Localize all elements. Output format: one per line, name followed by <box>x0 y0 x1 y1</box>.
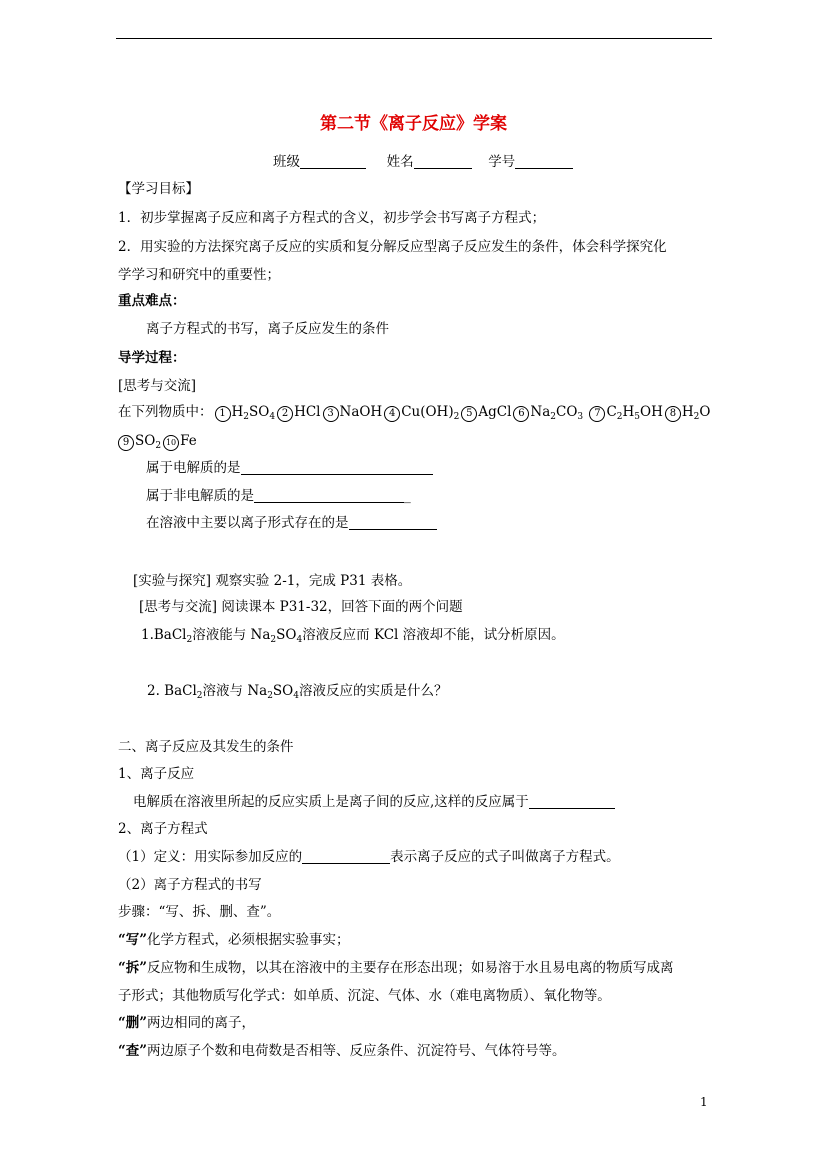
name-label: 姓名 <box>386 154 414 170</box>
electrolyte-blank[interactable] <box>241 460 433 475</box>
id-label: 学号 <box>488 154 516 170</box>
non-electrolyte-blank[interactable] <box>254 488 404 503</box>
substance-list-line1 <box>118 403 710 422</box>
substance-2: HCl <box>294 404 321 420</box>
electrolyte-label: 属于电解质的是 <box>146 460 241 476</box>
section-2-heading: 二、离子反应及其发生的条件 <box>118 739 294 755</box>
circled-number-4: 4 <box>384 406 400 422</box>
substance-5: AgCl <box>478 404 512 420</box>
circled-number-6: 6 <box>513 406 529 422</box>
objective-1: 1．初步掌握离子反应和离子方程式的含义，初步学会书写离子方程式； <box>118 210 546 226</box>
circled-number-2: 2 <box>277 406 293 422</box>
substance-intro: 在下列物质中： <box>118 404 213 420</box>
ionic-reaction-definition <box>133 793 615 811</box>
substance-list-line2 <box>118 432 197 451</box>
objective-2-line2: 学学习和研究中的重要性； <box>118 267 280 283</box>
think-exchange-2: [思考与交流] 阅读课本 P31-32，回答下面的两个问题 <box>139 599 463 615</box>
question-2: 2. BaCl$_2$溶液与 $Na_2SO_4$溶液反应的实质是什么？ <box>147 683 448 701</box>
step-split-line1: “拆”反应物和生成物，以其在溶液中的主要存在形态出现；如易溶于水且易电离的物质写成离 <box>118 960 674 976</box>
key-points-heading: 重点难点： <box>118 293 186 309</box>
substance-3: NaOH <box>339 404 383 420</box>
circled-number-8: 8 <box>665 406 681 422</box>
step-delete: “删”两边相同的离子， <box>118 1015 256 1031</box>
circled-number-7: 7 <box>589 406 605 422</box>
name-blank[interactable] <box>414 154 472 169</box>
circled-number-5: 5 <box>461 406 477 422</box>
think-exchange-heading: [思考与交流] <box>118 378 197 394</box>
id-blank[interactable] <box>515 154 573 169</box>
substance-8: $H_2O$ <box>681 404 711 422</box>
objective-2-line1: 2．用实验的方法探究离子反应的实质和复分解反应型离子反应发生的条件，体会科学探究化 <box>118 239 667 255</box>
step-write: “写”化学方程式，必须根据实验事实； <box>118 932 350 948</box>
header-rule <box>116 38 712 39</box>
step-split-line2: 子形式；其他物质写化学式：如单质、沉淀、气体、水（难电离物质）、氧化物等。 <box>118 988 611 1004</box>
circled-number-10: 10 <box>163 435 179 451</box>
circled-number-1: 1 <box>215 406 231 422</box>
non-electrolyte-label: 属于非电解质的是 <box>146 488 254 504</box>
experiment-text: [实验与探究] 观察实验 2-1，完成 P31 表格。 <box>133 573 412 589</box>
ionic-form-blank[interactable] <box>349 515 437 530</box>
substance-10: Fe <box>180 433 197 449</box>
substance-7: $C_2H_5OH$ <box>606 404 663 422</box>
ionic-reaction-text: 电解质在溶液里所起的反应实质上是离子间的反应,这样的反应属于 <box>133 794 529 810</box>
steps-line: 步骤：“写、拆、删、查”。 <box>118 904 281 920</box>
guide-heading: 导学过程： <box>118 350 186 366</box>
page-number: 1 <box>700 1095 708 1109</box>
subsection-ionic-reaction: 1、离子反应 <box>118 766 195 782</box>
definition-blank[interactable] <box>302 849 390 864</box>
circled-number-3: 3 <box>323 406 339 422</box>
class-label: 班级 <box>273 154 300 170</box>
non-electrolyte-tail: _ <box>404 488 411 504</box>
page-title: 第二节《离子反应》学案 <box>320 114 507 134</box>
substance-9: $SO_2$ <box>135 433 162 451</box>
header-fields <box>273 153 573 171</box>
ionic-equation-definition: （1）定义：用实际参加反应的 表示离子反应的式子叫做离子方程式。 <box>118 849 620 865</box>
electrolyte-question <box>146 459 433 477</box>
subsection-ionic-equation: 2、离子方程式 <box>118 821 208 837</box>
class-blank[interactable] <box>300 154 366 169</box>
key-points-text: 离子方程式的书写，离子反应发生的条件 <box>146 321 389 337</box>
substance-1: $H_2SO_4$ <box>231 404 276 422</box>
circled-number-9: 9 <box>118 435 134 451</box>
ionic-form-label: 在溶液中主要以离子形式存在的是 <box>146 515 349 531</box>
step-check: “查”两边原子个数和电荷数是否相等、反应条件、沉淀符号、气体符号等。 <box>118 1043 566 1059</box>
non-electrolyte-question <box>146 487 411 505</box>
writing-heading: （2）离子方程式的书写 <box>118 877 262 893</box>
substance-6: $Na_2CO_3$ <box>530 404 584 422</box>
reaction-type-blank[interactable] <box>529 794 615 809</box>
objectives-heading: 【学习目标】 <box>118 181 199 197</box>
question-1: 1.BaCl$_2$溶液能与 $Na_2SO_4$溶液反应而 KCl 溶液却不能，试分析原因。 <box>141 627 565 645</box>
substance-4: $Cu(OH)_2$ <box>401 404 460 422</box>
ionic-form-question <box>146 514 437 532</box>
